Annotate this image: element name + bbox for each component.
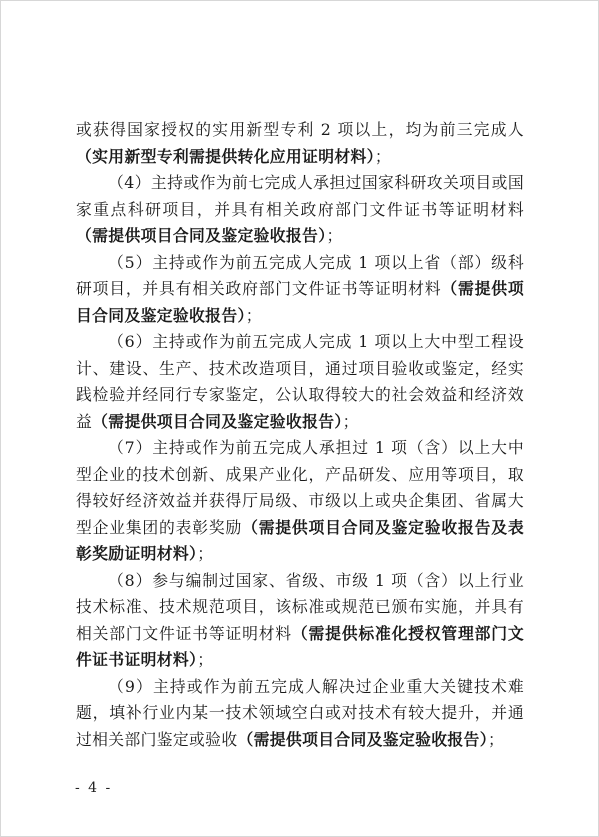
paragraph-text: 或获得国家授权的实用新型专利 2 项以上，均为前三完成人 (76, 120, 524, 139)
paragraph-text: （6）主持或作为前五完成人完成 1 项以上大中型工程设计、建设、生产、技术改造项目，通过项目验收或鉴定，经实践检验并经同行专家鉴定，公认取得较大的社会效益和经济效益 (76, 332, 524, 431)
paragraph-end: ； (197, 544, 214, 563)
paragraph-requirement: （需提供标准化授权管理部门文件证书证明材料） (76, 623, 524, 669)
paragraph-text: （8）参与编制过国家、省级、市级 1 项（含）以上行业技术标准、技术规范项目，该标准或规范已颁布实施，并具有相关部门文件证书等证明材料 (76, 570, 524, 643)
paragraph-end: ； (374, 146, 392, 166)
paragraph-end: ； (245, 305, 262, 325)
paragraph-text: （7）主持或作为前五完成人承担过 1 项（含）以上大中型企业的技术创新、成果产业化，产品研发、应用等项目，取得较好经济效益并获得厅局级、市级以上或央企集团、省属大型企业集团的表彰奖励 (76, 438, 524, 537)
paragraph-item-7 (76, 435, 524, 568)
paragraph-end: ； (197, 650, 214, 669)
paragraph-requirement: （需提供项目合同及鉴定验收报告） (92, 411, 343, 431)
paragraph-requirement: （需提供项目合同及鉴定验收报告） (237, 729, 488, 749)
paragraph-text: （9）主持或作为前五完成人解决过企业重大关键技术难题，填补行业内某一技术领域空白或对技术有较大提升，并通过相关部门鉴定或验收 (76, 676, 524, 749)
paragraph-end: ； (487, 729, 505, 749)
paragraph-requirement: （需提供项目合同及鉴定验收报告） (76, 279, 524, 325)
paragraph-item-8 (76, 568, 524, 674)
paragraph-item-6 (76, 329, 524, 435)
paragraph-requirement: （实用新型专利需提供转化应用证明材料） (76, 146, 375, 166)
paragraph-item-4 (76, 170, 524, 250)
paragraph-text: （4）主持或作为前七完成人承担过国家科研攻关项目或国家重点科研项目，并具有相关政府部门文件证书等证明材料 (76, 173, 524, 219)
paragraph-text: （5）主持或作为前五完成人完成 1 项以上省（部）级科研项目，并具有相关政府部门文件证书等证明材料 (76, 252, 524, 298)
paragraph-requirement: （需提供项目合同及鉴定验收报告及表彰奖励证明材料） (76, 517, 524, 563)
page-number: - 4 - (75, 780, 113, 796)
paragraph-end: ； (342, 411, 359, 431)
paragraph-end: ； (326, 226, 343, 245)
paragraph-item-5 (76, 250, 524, 330)
paragraph-item-9 (76, 674, 524, 754)
paragraph-requirement: （需提供项目合同及鉴定验收报告） (76, 226, 327, 245)
body-text (76, 117, 524, 753)
paragraph-continuation (76, 117, 524, 170)
